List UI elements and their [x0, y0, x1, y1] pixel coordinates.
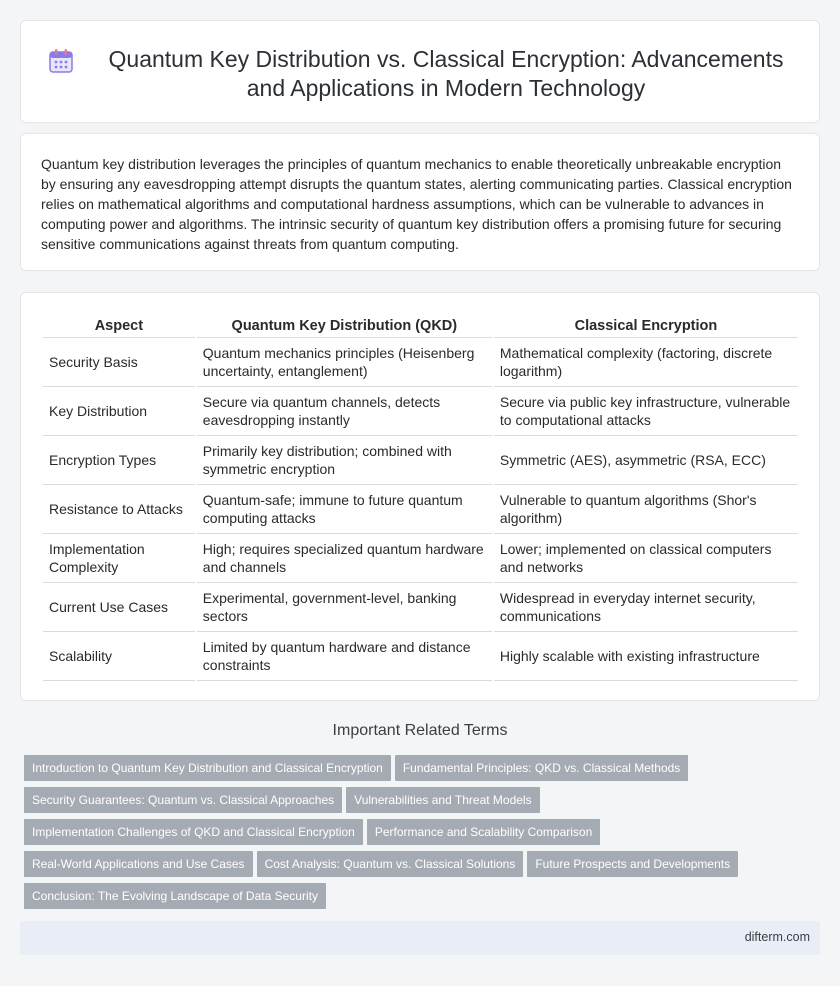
related-term-tag[interactable]: Real-World Applications and Use Cases: [24, 851, 253, 877]
row-classical: Highly scalable with existing infrastructure: [494, 632, 798, 681]
table-header-row: [43, 314, 798, 338]
row-qkd: Quantum mechanics principles (Heisenberg uncertainty, entanglement): [197, 338, 492, 387]
footer-bar: [20, 921, 820, 955]
header-classical: Classical Encryption: [494, 314, 798, 338]
comparison-table: [41, 314, 800, 681]
related-term-tag[interactable]: Introduction to Quantum Key Distribution and Classical Encryption: [24, 755, 391, 781]
table-row: [43, 485, 798, 534]
related-term-tag[interactable]: Implementation Challenges of QKD and Classical Encryption: [24, 819, 363, 845]
row-aspect: Encryption Types: [43, 436, 195, 485]
row-qkd: Secure via quantum channels, detects eavesdropping instantly: [197, 387, 492, 436]
row-aspect: Key Distribution: [43, 387, 195, 436]
intro-card: [20, 133, 820, 271]
related-term-tag[interactable]: Security Guarantees: Quantum vs. Classical Approaches: [24, 787, 342, 813]
row-classical: Vulnerable to quantum algorithms (Shor's algorithm): [494, 485, 798, 534]
row-qkd: High; requires specialized quantum hardware and channels: [197, 534, 492, 583]
row-aspect: Current Use Cases: [43, 583, 195, 632]
row-qkd: Primarily key distribution; combined with symmetric encryption: [197, 436, 492, 485]
row-aspect: Security Basis: [43, 338, 195, 387]
comparison-table-card: [20, 292, 820, 701]
intro-paragraph: Quantum key distribution leverages the principles of quantum mechanics to enable theoretically unbreakable encryption by ensuring any eavesdropping attempt disrupts the quantum states, alerting communicating parties. Classical encryption relies on mathematical algorithms and computational hardness assumptions, which can be vulnerable to advances in computing power and algorithms. The intrinsic security of quantum key distribution offers a promising future for securing sensitive communications against threats from quantum computing.: [41, 156, 792, 252]
row-qkd: Quantum-safe; immune to future quantum computing attacks: [197, 485, 492, 534]
row-classical: Lower; implemented on classical computers and networks: [494, 534, 798, 583]
related-term-tag[interactable]: Performance and Scalability Comparison: [367, 819, 600, 845]
row-classical: Widespread in everyday internet security, communications: [494, 583, 798, 632]
related-term-tag[interactable]: Cost Analysis: Quantum vs. Classical Solutions: [257, 851, 524, 877]
related-term-tag[interactable]: Vulnerabilities and Threat Models: [346, 787, 539, 813]
header-aspect: Aspect: [43, 314, 195, 338]
footer-site-link[interactable]: difterm.com: [744, 930, 810, 944]
table-row: [43, 338, 798, 387]
row-qkd: Limited by quantum hardware and distance constraints: [197, 632, 492, 681]
row-classical: Mathematical complexity (factoring, discrete logarithm): [494, 338, 798, 387]
table-row: [43, 534, 798, 583]
related-terms-heading: Important Related Terms: [332, 722, 508, 739]
header-qkd: Quantum Key Distribution (QKD): [197, 314, 492, 338]
calendar-icon: [47, 47, 75, 75]
related-term-tag[interactable]: Future Prospects and Developments: [527, 851, 738, 877]
related-term-tag[interactable]: Fundamental Principles: QKD vs. Classical Methods: [395, 755, 688, 781]
row-classical: Symmetric (AES), asymmetric (RSA, ECC): [494, 436, 798, 485]
table-row: [43, 632, 798, 681]
row-aspect: Implementation Complexity: [43, 534, 195, 583]
related-terms-list: [24, 755, 784, 915]
page-title: Quantum Key Distribution vs. Classical Encryption: Advancements and Applications in Modern Technology: [108, 46, 784, 101]
title-row: [47, 45, 799, 103]
row-qkd: Experimental, government-level, banking sectors: [197, 583, 492, 632]
title-card: [20, 20, 820, 123]
table-row: [43, 436, 798, 485]
row-aspect: Resistance to Attacks: [43, 485, 195, 534]
table-row: [43, 583, 798, 632]
row-classical: Secure via public key infrastructure, vulnerable to computational attacks: [494, 387, 798, 436]
table-row: [43, 387, 798, 436]
row-aspect: Scalability: [43, 632, 195, 681]
related-term-tag[interactable]: Conclusion: The Evolving Landscape of Data Security: [24, 883, 326, 909]
